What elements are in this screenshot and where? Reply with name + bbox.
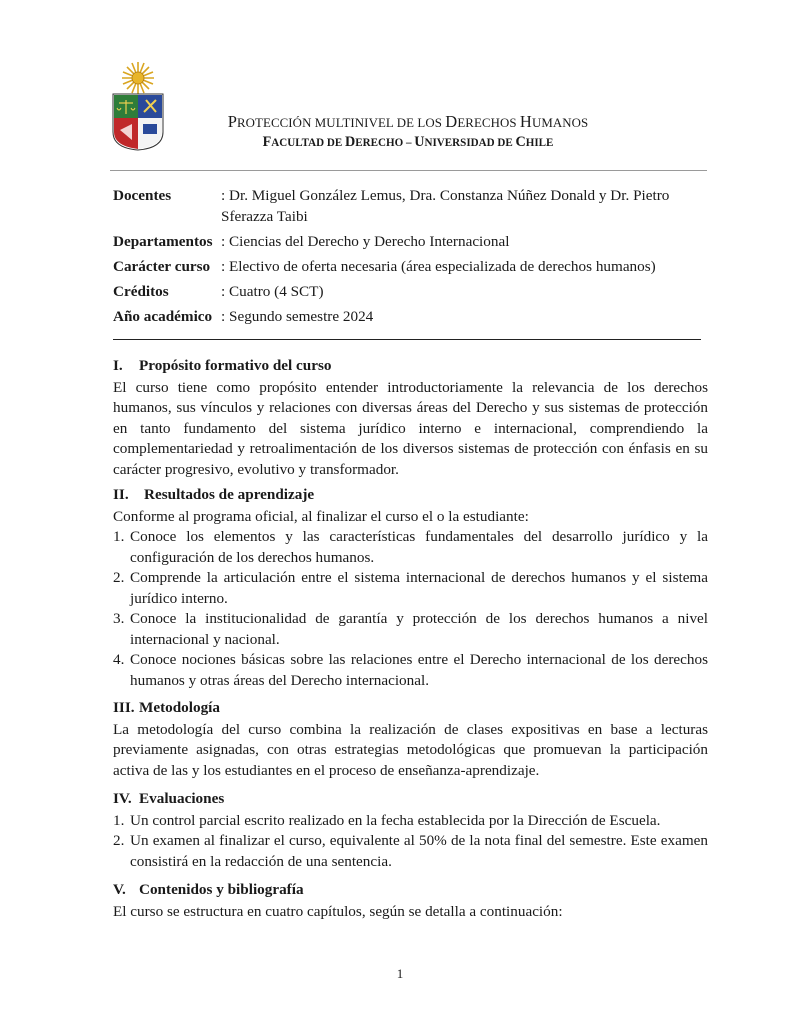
section-number: III. xyxy=(113,699,135,716)
list-text: Conoce los elementos y las características fundamentales del desarrollo jurídico y la configuración de los derechos humanos. xyxy=(130,528,708,566)
list-number: 2. xyxy=(113,569,125,586)
section-number: I. xyxy=(113,357,123,374)
section-number: IV. xyxy=(113,790,132,807)
list-number: 3. xyxy=(113,610,125,627)
subtitle-part: ACULTAD DE xyxy=(271,137,345,149)
list-item xyxy=(113,811,708,832)
info-value: : Cuatro (4 SCT) xyxy=(221,283,324,300)
subtitle-part: C xyxy=(515,134,526,150)
section-heading xyxy=(113,356,708,377)
title-part: UMANOS xyxy=(531,116,589,130)
section-contents xyxy=(113,880,708,922)
list-text: Un control parcial escrito realizado en la fecha establecida por la Dirección de Escuela. xyxy=(130,811,661,829)
section-number: V. xyxy=(113,881,126,898)
section-paragraph: El curso tiene como propósito entender introductoriamente la relevancia de los derechos humanos, sus vínculos y relaciones con diversas áreas del Derecho y sus sistemas de protección en tanto fundamento del sistema jurídico interno e internacional, comprendiendo la complementariedad y retroalimentación de los diversos sistemas de protección con énfasis en su carácter progresivo, evolutivo y transformador. xyxy=(113,378,708,478)
course-info-table xyxy=(113,185,708,331)
subtitle-part: NIVERSIDAD DE xyxy=(424,137,516,149)
info-label: Docentes xyxy=(113,187,172,204)
section-heading xyxy=(113,485,708,506)
info-row-caracter xyxy=(113,256,708,277)
section-heading xyxy=(113,880,708,901)
section-title: Metodología xyxy=(139,699,220,716)
subtitle-part: F xyxy=(262,134,272,150)
subtitle-part: D xyxy=(345,134,356,150)
list-item xyxy=(113,527,708,568)
header-divider xyxy=(110,170,707,171)
info-row-creditos xyxy=(113,281,708,302)
info-value: : Ciencias del Derecho y Derecho Internacional xyxy=(221,233,510,250)
section-number: II. xyxy=(113,486,129,503)
section-paragraph: El curso se estructura en cuatro capítulos, según se detalla a continuación: xyxy=(113,902,563,920)
list-text: Un examen al finalizar el curso, equivalente al 50% de la nota final del semestre. Este examen consistirá en la redacción de una sentencia. xyxy=(130,832,708,870)
subtitle-part: HILE xyxy=(525,137,554,149)
title-part: P xyxy=(227,112,237,131)
page-number: 1 xyxy=(396,966,404,981)
evaluations-list xyxy=(113,811,708,873)
list-item xyxy=(113,609,708,650)
section-methodology xyxy=(113,698,708,781)
document-subtitle xyxy=(110,134,706,151)
info-value: : Segundo semestre 2024 xyxy=(221,308,374,325)
document-title xyxy=(110,112,706,132)
outcomes-list xyxy=(113,527,708,691)
list-item xyxy=(113,568,708,609)
list-number: 4. xyxy=(113,651,125,668)
list-item xyxy=(113,831,708,872)
section-evaluations xyxy=(113,789,708,872)
list-text: Conoce la institucionalidad de garantía y protección de los derechos humanos a nivel internacional y nacional. xyxy=(130,610,708,648)
sun-emblem xyxy=(122,62,154,94)
section-heading xyxy=(113,789,708,810)
title-part: ROTECCIÓN MULTINIVEL DE LOS xyxy=(236,116,446,130)
section-title: Propósito formativo del curso xyxy=(139,357,332,374)
list-number: 1. xyxy=(113,528,125,545)
info-row-docentes xyxy=(113,185,708,227)
section-heading xyxy=(113,698,708,719)
title-part: ERECHOS xyxy=(457,116,520,130)
section-title: Contenidos y bibliografía xyxy=(139,881,304,898)
info-value: : Electivo de oferta necesaria (área especializada de derechos humanos) xyxy=(221,258,656,275)
info-divider xyxy=(113,339,701,340)
info-label: Créditos xyxy=(113,283,169,300)
list-number: 2. xyxy=(113,832,125,849)
info-row-departamentos xyxy=(113,231,708,252)
section-learning-outcomes xyxy=(113,485,708,691)
section-paragraph: La metodología del curso combina la realización de clases expositivas en base a lecturas previamente asignadas, con otras estrategias metodológicas que promuevan la participación activa de las y los estudiantes en el proceso de enseñanza-aprendizaje. xyxy=(113,720,708,779)
info-value: : Dr. Miguel González Lemus, Dra. Constanza Núñez Donald y Dr. Pietro Sferazza Taibi xyxy=(221,187,670,225)
title-part: D xyxy=(445,112,458,131)
section-title: Resultados de aprendizaje xyxy=(144,486,315,503)
subtitle-part: ERECHO – xyxy=(355,137,415,149)
section-intro: Conforme al programa oficial, al finalizar el curso el o la estudiante: xyxy=(113,507,529,525)
subtitle-part: U xyxy=(414,134,425,150)
info-label: Departamentos xyxy=(113,233,213,250)
section-purpose xyxy=(113,356,708,480)
list-item xyxy=(113,650,708,691)
title-part: H xyxy=(519,112,532,131)
list-number: 1. xyxy=(113,811,125,829)
section-title: Evaluaciones xyxy=(139,790,225,807)
list-text: Comprende la articulación entre el sistema internacional de derechos humanos y el sistema jurídico interno. xyxy=(130,569,708,607)
info-label: Año académico xyxy=(113,308,213,325)
info-row-anio xyxy=(113,306,708,327)
info-label: Carácter curso xyxy=(113,258,211,275)
list-text: Conoce nociones básicas sobre las relaciones entre el Derecho internacional de los derechos humanos y otras áreas del Derecho internacional. xyxy=(130,651,708,689)
